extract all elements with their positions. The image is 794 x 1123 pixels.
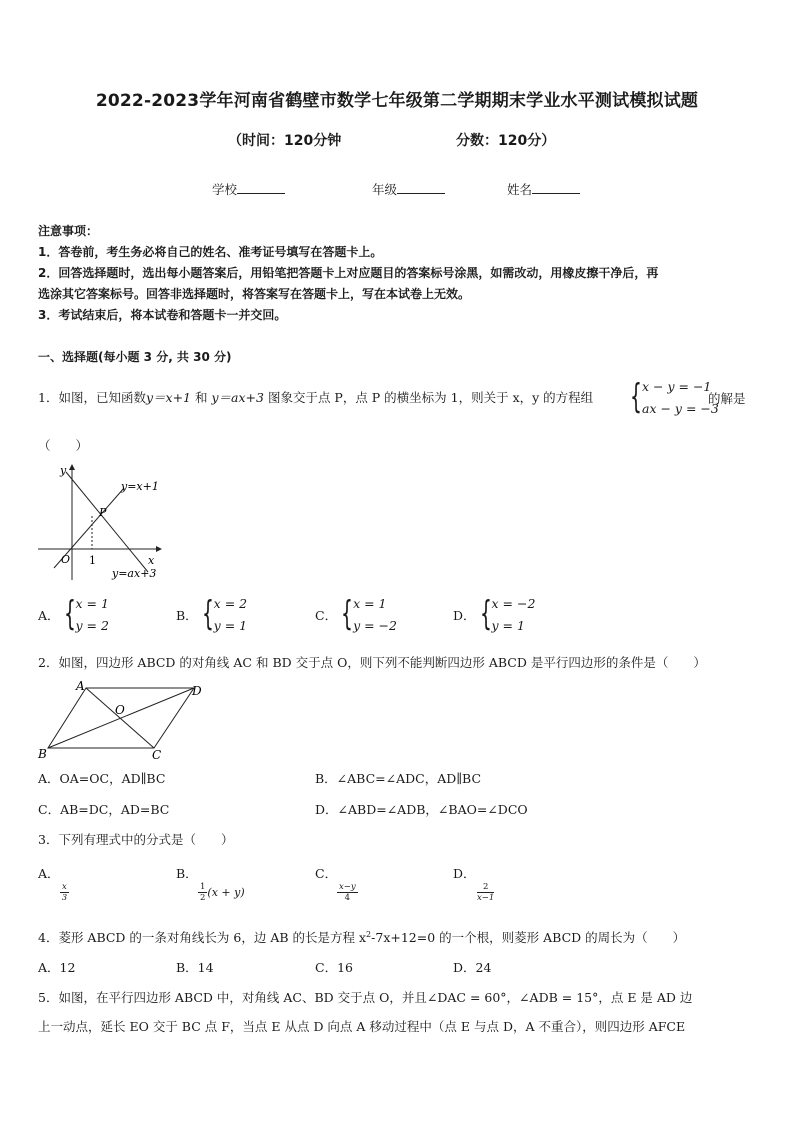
grade-blank[interactable] (397, 181, 445, 194)
name-field[interactable]: 姓名 (507, 180, 580, 198)
section-heading: 一、选择题(每小题 3 分, 共 30 分) (38, 350, 232, 364)
q1-option-d[interactable]: D． { x = −2 y = 1 (453, 594, 536, 634)
y-axis-arrow-icon (69, 464, 75, 470)
point-p-label: P (99, 506, 107, 519)
notice-item-2-cont: 选涂其它答案标号。回答非选择题时，将答案写在答题卡上，写在本试卷上无效。 (38, 287, 471, 301)
vertex-b: B (38, 747, 47, 761)
line-1-label: y=x+1 (121, 480, 159, 493)
q4-option-b[interactable]: B．14 (176, 960, 214, 975)
brace-icon: { (479, 594, 492, 634)
q4-option-c[interactable]: C．16 (315, 960, 353, 975)
point-o: O (115, 703, 125, 717)
vertex-c: C (152, 748, 162, 762)
q1-option-a[interactable]: A． { x = 1 y = 2 (38, 594, 109, 634)
name-blank[interactable] (532, 181, 580, 194)
tick-label: 1 (89, 554, 96, 567)
q3-option-c[interactable]: C． $\frac{x-y}{4}$ (315, 866, 356, 903)
page-title: 2022-2023学年河南省鹤壁市数学七年级第二学期期末学业水平测试模拟试题 (95, 91, 699, 111)
q1-option-b[interactable]: B． { x = 2 y = 1 (176, 594, 248, 634)
brace-icon: { (201, 594, 214, 634)
origin-label: O (61, 553, 71, 566)
question-5-line-1: 5．如图，在平行四边形 ABCD 中，对角线 AC、BD 交于点 O，并且∠DAC = 60°，∠ADB = 15°，点 E 是 AD 边 (38, 990, 693, 1005)
question-4-text: 4．菱形 ABCD 的一条对角线长为 6，边 AB 的长是方程 $x^2-7x+12=0$ 的一个根，则菱形 ABCD 的周长为（ ） (38, 930, 686, 946)
line-2-label: y=ax+3 (112, 567, 157, 580)
q3-option-b[interactable]: B． $\frac{1}{2}$ (x + y) (176, 866, 245, 903)
question-1-paren: （ ） (38, 438, 89, 453)
q2-option-d[interactable]: D．∠ABD=∠ADB，∠BAO=∠DCO (315, 802, 528, 817)
q1-option-c[interactable]: C． { x = 1 y = −2 (315, 594, 397, 634)
question-3-text: 3．下列有理式中的分式是（ ） (38, 832, 234, 847)
question-2-text: 2．如图，四边形 ABCD 的对角线 AC 和 BD 交于点 O，则下列不能判断四边形 ABCD 是平行四边形的条件是（ ） (38, 655, 706, 670)
exam-score: 分数：120分） (456, 133, 556, 149)
q4-option-d[interactable]: D．24 (453, 960, 492, 975)
brace-icon: { (630, 377, 642, 417)
grade-field[interactable]: 年级 (372, 180, 445, 198)
question-1-tail: 的解是 (708, 391, 746, 406)
q2-option-c[interactable]: C．AB=DC，AD=BC (38, 802, 170, 817)
question-2-figure (36, 678, 216, 764)
brace-icon: { (63, 594, 76, 634)
notice-heading: 注意事项： (38, 224, 99, 238)
question-1-text: 1．如图，已知函数y＝x+1 和 y＝ax+3 图象交于点 P，点 P 的横坐标为 1，则关于 x，y 的方程组 (38, 390, 594, 405)
question-1-system: { x − y = −1 ax − y = −3 (630, 377, 719, 417)
q3-option-d[interactable]: D． $\frac{2}{x-1}$ (453, 866, 495, 903)
brace-icon: { (341, 594, 353, 634)
exam-time: （时间：120分钟 (228, 133, 342, 149)
notice-item-2: 2．回答选择题时，选出每小题答案后，用铅笔把答题卡上对应题目的答案标号涂黑，如需改动，用橡皮擦干净后，再 (38, 266, 659, 280)
q2-option-a[interactable]: A．OA=OC，AD∥BC (38, 771, 166, 786)
question-1-graph (36, 460, 166, 584)
school-field[interactable]: 学校 (212, 180, 285, 198)
school-blank[interactable] (237, 181, 285, 194)
q2-option-b[interactable]: B．∠ABC=∠ADC，AD∥BC (315, 771, 482, 786)
notice-item-3: 3．考试结束后，将本试卷和答题卡一并交回。 (38, 308, 287, 322)
y-axis-label: y (60, 464, 67, 477)
diagonal-bd (48, 688, 194, 748)
x-axis-arrow-icon (156, 546, 162, 552)
question-5-line-2: 上一动点，延长 EO 交于 BC 点 F，当点 E 从点 D 向点 A 移动过程中（点 E 与点 D，A 不重合），则四边形 AFCE (38, 1019, 686, 1034)
vertex-d: D (192, 684, 202, 698)
q4-option-a[interactable]: A．12 (38, 960, 76, 975)
q3-option-a[interactable]: A． $\frac{x}{3}$ (38, 866, 68, 903)
vertex-a: A (76, 679, 85, 693)
notice-item-1: 1．答卷前，考生务必将自己的姓名、准考证号填写在答题卡上。 (38, 245, 383, 259)
x-axis-label: x (148, 554, 155, 567)
